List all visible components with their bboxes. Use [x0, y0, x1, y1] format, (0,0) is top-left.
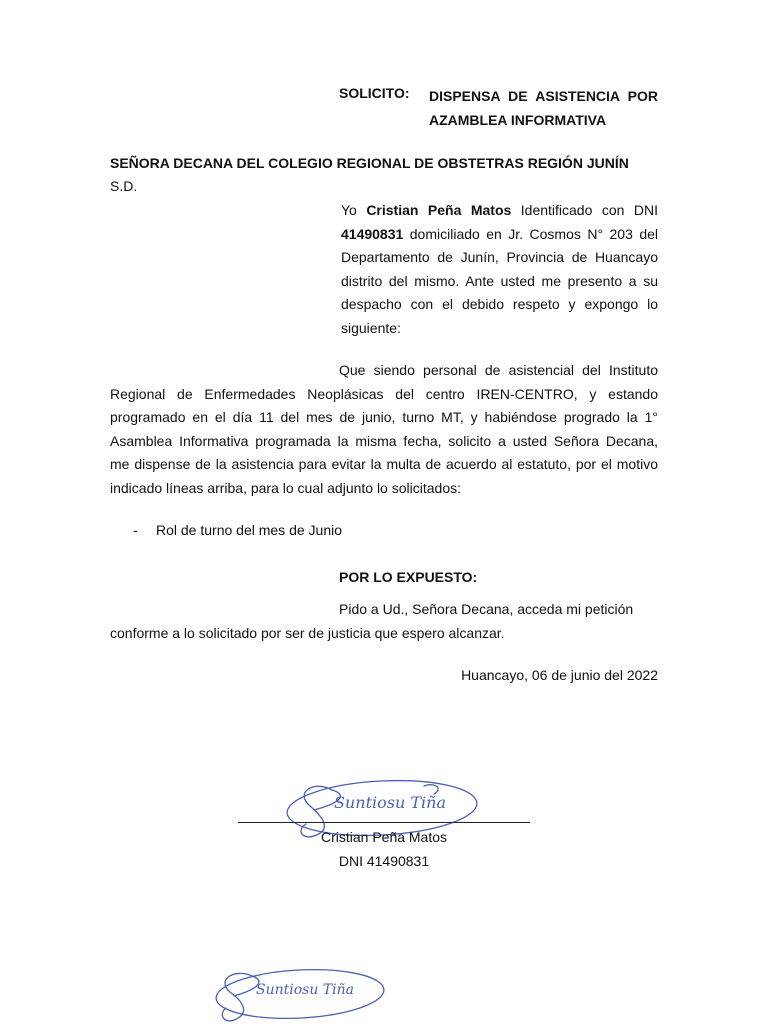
closing-heading: POR LO EXPUESTO:	[339, 569, 478, 585]
signer-dni: DNI 41490831	[338, 853, 430, 869]
request-paragraph	[110, 598, 658, 645]
subject-label: SOLICITO:	[339, 85, 410, 101]
body-line: me dispense de la asistencia para evitar la multa de acuerdo al estatuto, por el motivo	[110, 456, 658, 472]
applicant-dni: 41490831	[341, 225, 404, 242]
request-line-2: conforme a lo solicitado por ser de justicia que espero alcanzar.	[110, 624, 505, 641]
attachment-bullet: -	[133, 522, 138, 538]
footer-signature-text: Suntiosu Tiña	[256, 982, 354, 998]
signature-text: Suntiosu Tiña	[334, 793, 446, 812]
body-line: Regional de Enfermedades Neoplásicas del centro IREN-CENTRO, y estando	[110, 385, 658, 402]
intro-paragraph	[341, 199, 658, 340]
addressee-title: SEÑORA DECANA DEL COLEGIO REGIONAL DE OBSTETRAS REGIÓN JUNÍN	[110, 155, 629, 171]
intro-line-1-rest: Identificado con DNI	[520, 202, 658, 218]
intro-line-6: siguiente:	[341, 319, 401, 336]
body-line: indicado líneas arriba, para lo cual adjunto lo solicitados:	[110, 479, 461, 496]
subject-text	[429, 85, 658, 132]
body-line: Asamblea Informativa programada la misma fecha, solicito a usted Señora Decana,	[110, 432, 658, 449]
intro-line-1	[341, 199, 658, 223]
intro-line-3: Departamento de Junín, Provincia de Huancayo	[341, 249, 658, 265]
applicant-name: Cristian Peña Matos	[366, 202, 512, 218]
signature-scribble-icon	[208, 962, 388, 1024]
footer-handwritten-signature	[208, 962, 388, 1027]
intro-line-2	[341, 223, 658, 247]
body-line: Que siendo personal de asistencial del Instituto	[339, 362, 658, 378]
intro-line-2-rest: domiciliado en Jr. Cosmos N° 203 del	[409, 225, 658, 242]
body-paragraph	[110, 359, 658, 500]
body-line: programado en el día 11 del mes de junio, turno MT, y habiéndose progrado la 1°	[110, 409, 658, 425]
signer-name: Cristian Peña Matos	[320, 829, 448, 845]
intro-line-5: despacho con el debido respeto y expongo lo	[341, 296, 658, 312]
subject-line-1: DISPENSA DE ASISTENCIA POR	[429, 88, 658, 104]
subject-line-2: AZAMBLEA INFORMATIVA	[429, 111, 607, 128]
intro-yo: Yo	[341, 202, 357, 218]
intro-line-4: distrito del mismo. Ante usted me presento a su	[341, 272, 658, 289]
request-line-1: Pido a Ud., Señora Decana, acceda mi petición	[339, 601, 634, 617]
addressee-sd: S.D.	[110, 178, 138, 194]
signature-line	[238, 822, 530, 823]
attachment-item: Rol de turno del mes de Junio	[156, 522, 342, 538]
date-line: Huancayo, 06 de junio del 2022	[461, 667, 658, 683]
